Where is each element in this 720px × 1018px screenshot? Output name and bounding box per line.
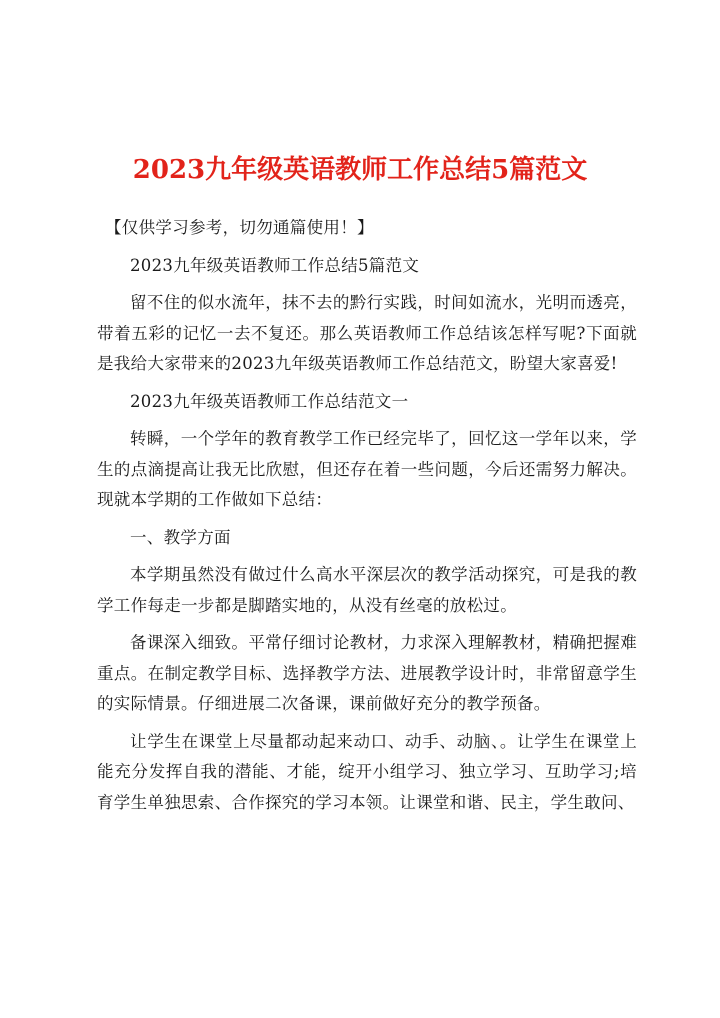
document-body: [97, 213, 637, 825]
body-paragraph: 让学生在课堂上尽量都动起来动口、动手、动脑、。让学生在课堂上能充分发挥自我的潜能、才能，绽开小组学习、独立学习、互助学习;培育学生单独思索、合作探究的学习本领。让课堂和谐、民主，学生敢问、: [97, 731, 637, 812]
body-paragraph: 备课深入细致。平常仔细讨论教材，力求深入理解教材，精确把握难重点。在制定教学目标、选择教学方法、进展教学设计时，非常留意学生的实际情景。仔细进展二次备课，课前做好充分的教学预备。: [97, 633, 637, 713]
body-paragraph: 转瞬，一个学年的教育教学工作已经完毕了，回忆这一学年以来，学生的点滴提高让我无比欣慰，但还存在着一些问题，今后还需努力解决。现就本学期的工作做如下总结：: [97, 429, 637, 509]
section-heading: 2023九年级英语教师工作总结范文一: [130, 391, 409, 411]
disclaimer-line: 【仅供学习参考，切勿通篇使用！】: [105, 218, 374, 237]
document-title: 2023九年级英语教师工作总结5篇范文: [132, 155, 588, 185]
intro-paragraph: 留不住的似水流年，抹不去的黔行实践，时间如流水，光明而透亮，带着五彩的记忆一去不复还。那么英语教师工作总结该怎样写呢?下面就是我给大家带来的2023九年级英语教师工作总结范文，盼望大家喜爱!: [97, 293, 637, 373]
subsection-heading: 一、教学方面: [130, 527, 231, 547]
body-paragraph: 本学期虽然没有做过什么高水平深层次的教学活动探究，可是我的教学工作每走一步都是脚踏实地的，从没有丝毫的放松过。: [97, 565, 637, 615]
subtitle-line: 2023九年级英语教师工作总结5篇范文: [130, 255, 420, 275]
